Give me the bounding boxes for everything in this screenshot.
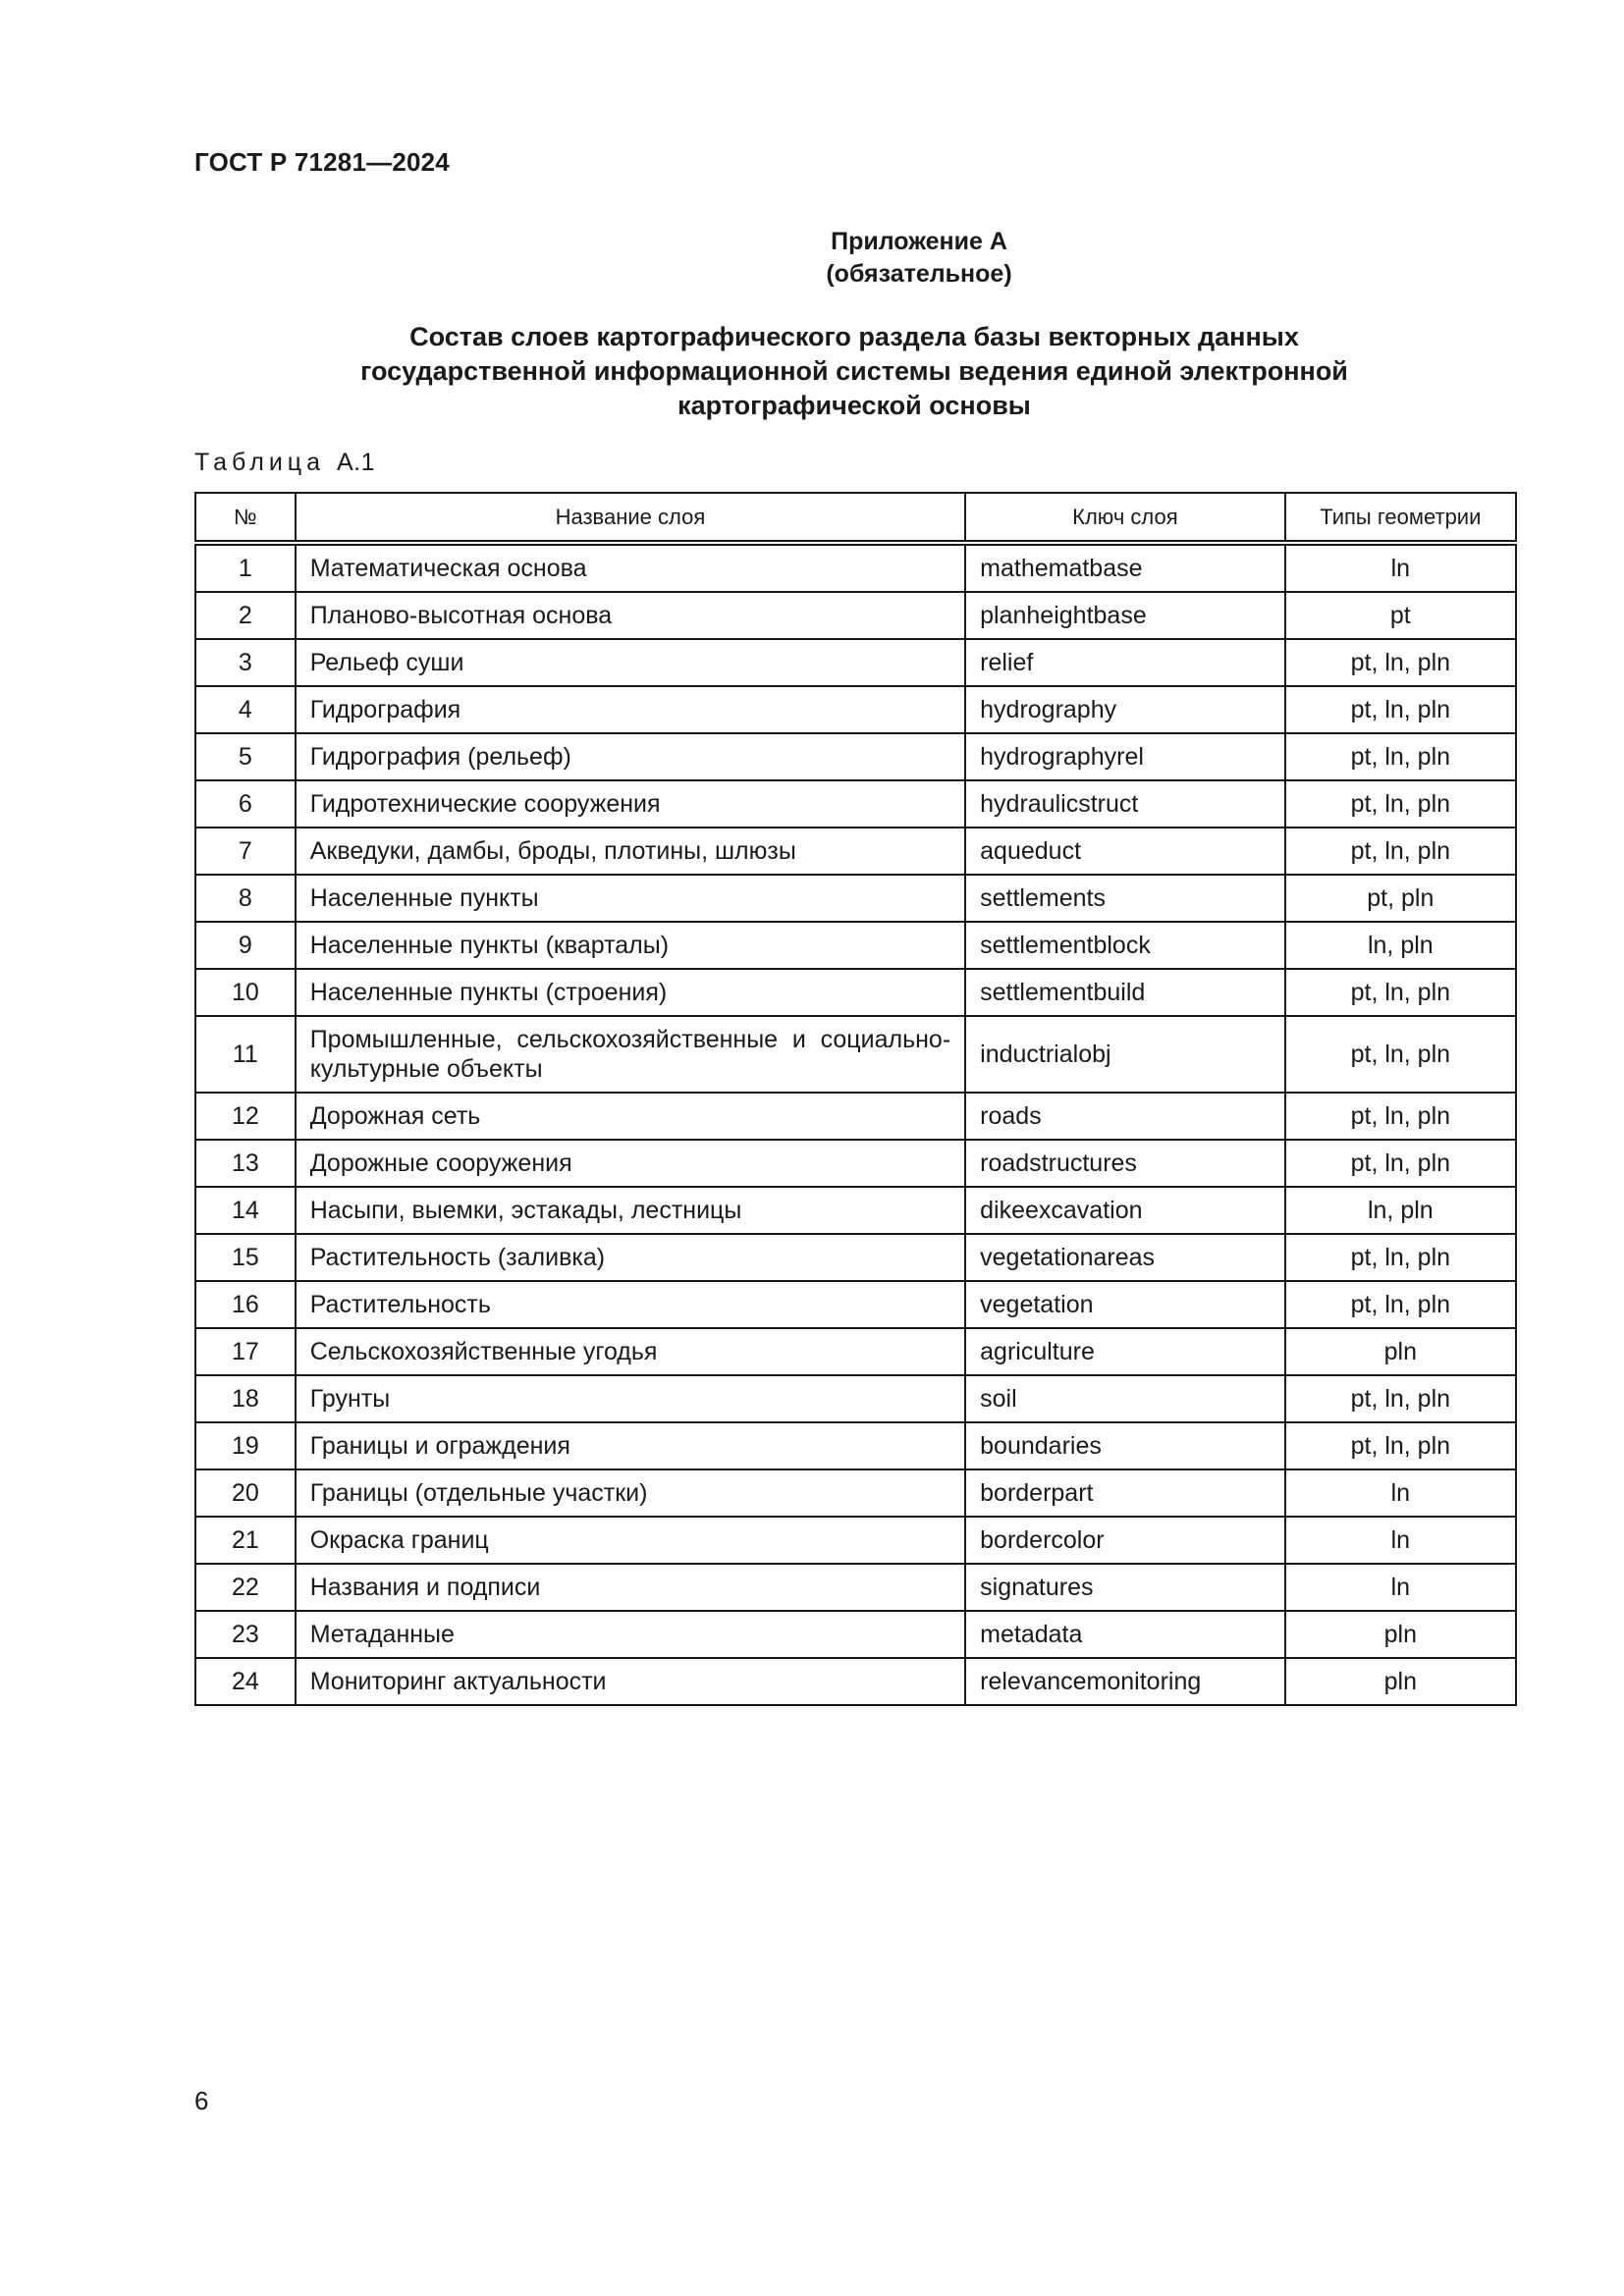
table-label-number: А.1	[336, 449, 376, 476]
cell-name: Населенные пункты	[296, 875, 965, 922]
cell-geometry: pt, ln, pln	[1285, 1016, 1516, 1093]
table-row	[195, 1140, 1516, 1187]
table-row	[195, 1187, 1516, 1234]
cell-key: settlementblock	[965, 922, 1285, 969]
cell-num: 17	[195, 1328, 296, 1375]
table-row	[195, 1658, 1516, 1705]
cell-key: vegetation	[965, 1281, 1285, 1328]
table-header-row	[195, 493, 1516, 543]
cell-num: 5	[195, 733, 296, 780]
cell-name: Дорожная сеть	[296, 1093, 965, 1140]
header-name: Название слоя	[296, 493, 965, 543]
cell-num: 10	[195, 969, 296, 1016]
table-row	[195, 1469, 1516, 1517]
table-row	[195, 969, 1516, 1016]
header-key: Ключ слоя	[965, 493, 1285, 543]
cell-geometry: pt, ln, pln	[1285, 1375, 1516, 1422]
layers-table	[194, 492, 1517, 1706]
cell-key: vegetationareas	[965, 1234, 1285, 1281]
cell-geometry: pt, ln, pln	[1285, 1234, 1516, 1281]
appendix-status: (обязательное)	[826, 260, 1012, 288]
table-row	[195, 828, 1516, 875]
cell-name: Растительность	[296, 1281, 965, 1328]
cell-key: soil	[965, 1375, 1285, 1422]
table-row	[195, 875, 1516, 922]
cell-geometry: pt, ln, pln	[1285, 1140, 1516, 1187]
cell-num: 8	[195, 875, 296, 922]
table-row	[195, 639, 1516, 686]
cell-key: metadata	[965, 1611, 1285, 1658]
cell-geometry: ln, pln	[1285, 1187, 1516, 1234]
header-num: №	[195, 493, 296, 543]
cell-num: 15	[195, 1234, 296, 1281]
cell-num: 14	[195, 1187, 296, 1234]
standard-designation: ГОСТ Р 71281—2024	[194, 147, 450, 177]
page-number: 6	[194, 2086, 209, 2115]
cell-num: 13	[195, 1140, 296, 1187]
cell-geometry: pt, ln, pln	[1285, 639, 1516, 686]
cell-key: relief	[965, 639, 1285, 686]
cell-key: roads	[965, 1093, 1285, 1140]
cell-geometry: pln	[1285, 1658, 1516, 1705]
table-label	[194, 449, 375, 477]
cell-name: Акведуки, дамбы, броды, плотины, шлюзы	[296, 828, 965, 875]
cell-name: Математическая основа	[296, 543, 965, 592]
cell-key: dikeexcavation	[965, 1187, 1285, 1234]
cell-key: planheightbase	[965, 592, 1285, 639]
cell-name: Гидрография	[296, 686, 965, 733]
cell-num: 2	[195, 592, 296, 639]
cell-name: Дорожные сооружения	[296, 1140, 965, 1187]
cell-name: Планово-высотная основа	[296, 592, 965, 639]
cell-geometry: pt, ln, pln	[1285, 828, 1516, 875]
cell-name: Границы и ограждения	[296, 1422, 965, 1469]
table-body	[195, 543, 1516, 1705]
cell-key: bordercolor	[965, 1517, 1285, 1564]
cell-geometry: pt, ln, pln	[1285, 733, 1516, 780]
table-row	[195, 1375, 1516, 1422]
table-row	[195, 1328, 1516, 1375]
cell-geometry: ln	[1285, 1564, 1516, 1611]
caption-line-2: государственной информационной системы ведения единой электронной	[360, 356, 1348, 386]
cell-key: roadstructures	[965, 1140, 1285, 1187]
cell-geometry: pt, ln, pln	[1285, 1422, 1516, 1469]
cell-key: agriculture	[965, 1328, 1285, 1375]
table-label-word: Таблица	[194, 449, 326, 476]
cell-num: 20	[195, 1469, 296, 1517]
cell-name: Рельеф суши	[296, 639, 965, 686]
cell-name: Населенные пункты (кварталы)	[296, 922, 965, 969]
caption-line-3: картографической основы	[677, 391, 1031, 420]
cell-num: 9	[195, 922, 296, 969]
table-row	[195, 592, 1516, 639]
cell-name: Промышленные, сельскохозяйственные и социально-культурные объекты	[296, 1016, 965, 1093]
cell-num: 1	[195, 543, 296, 592]
table-header	[195, 493, 1516, 543]
caption-line-1: Состав слоев картографического раздела базы векторных данных	[409, 322, 1299, 351]
cell-num: 22	[195, 1564, 296, 1611]
cell-num: 11	[195, 1016, 296, 1093]
cell-name: Растительность (заливка)	[296, 1234, 965, 1281]
cell-geometry: pln	[1285, 1328, 1516, 1375]
cell-name: Сельскохозяйственные угодья	[296, 1328, 965, 1375]
cell-geometry: pt, ln, pln	[1285, 969, 1516, 1016]
cell-num: 6	[195, 780, 296, 828]
cell-geometry: pt, ln, pln	[1285, 1093, 1516, 1140]
cell-geometry: pt	[1285, 592, 1516, 639]
cell-key: signatures	[965, 1564, 1285, 1611]
cell-geometry: pt, ln, pln	[1285, 780, 1516, 828]
table-row	[195, 1016, 1516, 1093]
table-row	[195, 1422, 1516, 1469]
cell-name: Населенные пункты (строения)	[296, 969, 965, 1016]
cell-key: hydrography	[965, 686, 1285, 733]
cell-key: inductrialobj	[965, 1016, 1285, 1093]
cell-name: Окраска границ	[296, 1517, 965, 1564]
cell-name: Грунты	[296, 1375, 965, 1422]
cell-key: aqueduct	[965, 828, 1285, 875]
table-row	[195, 780, 1516, 828]
table-row	[195, 733, 1516, 780]
cell-name: Границы (отдельные участки)	[296, 1469, 965, 1517]
cell-num: 21	[195, 1517, 296, 1564]
table-row	[195, 1564, 1516, 1611]
cell-geometry: pt, ln, pln	[1285, 1281, 1516, 1328]
cell-key: relevancemonitoring	[965, 1658, 1285, 1705]
cell-num: 12	[195, 1093, 296, 1140]
cell-name: Насыпи, выемки, эстакады, лестницы	[296, 1187, 965, 1234]
table-row	[195, 1093, 1516, 1140]
table-row	[195, 1611, 1516, 1658]
cell-geometry: pln	[1285, 1611, 1516, 1658]
appendix-caption	[324, 320, 1384, 423]
cell-key: mathematbase	[965, 543, 1285, 592]
table-row	[195, 686, 1516, 733]
table-row	[195, 922, 1516, 969]
cell-name: Гидротехнические сооружения	[296, 780, 965, 828]
cell-geometry: ln	[1285, 543, 1516, 592]
cell-num: 4	[195, 686, 296, 733]
cell-name: Названия и подписи	[296, 1564, 965, 1611]
cell-key: settlements	[965, 875, 1285, 922]
cell-num: 23	[195, 1611, 296, 1658]
cell-geometry: pt, ln, pln	[1285, 686, 1516, 733]
cell-key: hydrographyrel	[965, 733, 1285, 780]
cell-name: Гидрография (рельеф)	[296, 733, 965, 780]
cell-num: 7	[195, 828, 296, 875]
cell-num: 16	[195, 1281, 296, 1328]
table-row	[195, 543, 1516, 592]
table-row	[195, 1281, 1516, 1328]
cell-key: borderpart	[965, 1469, 1285, 1517]
cell-geometry: ln	[1285, 1517, 1516, 1564]
table-row	[195, 1517, 1516, 1564]
cell-key: hydraulicstruct	[965, 780, 1285, 828]
cell-num: 24	[195, 1658, 296, 1705]
table-row	[195, 1234, 1516, 1281]
header-geometry: Типы геометрии	[1285, 493, 1516, 543]
cell-num: 3	[195, 639, 296, 686]
cell-geometry: ln	[1285, 1469, 1516, 1517]
appendix-heading	[0, 226, 1624, 291]
cell-name: Мониторинг актуальности	[296, 1658, 965, 1705]
cell-name: Метаданные	[296, 1611, 965, 1658]
appendix-title: Приложение А	[831, 228, 1007, 255]
cell-geometry: ln, pln	[1285, 922, 1516, 969]
cell-key: settlementbuild	[965, 969, 1285, 1016]
cell-key: boundaries	[965, 1422, 1285, 1469]
cell-num: 19	[195, 1422, 296, 1469]
cell-geometry: pt, pln	[1285, 875, 1516, 922]
cell-num: 18	[195, 1375, 296, 1422]
